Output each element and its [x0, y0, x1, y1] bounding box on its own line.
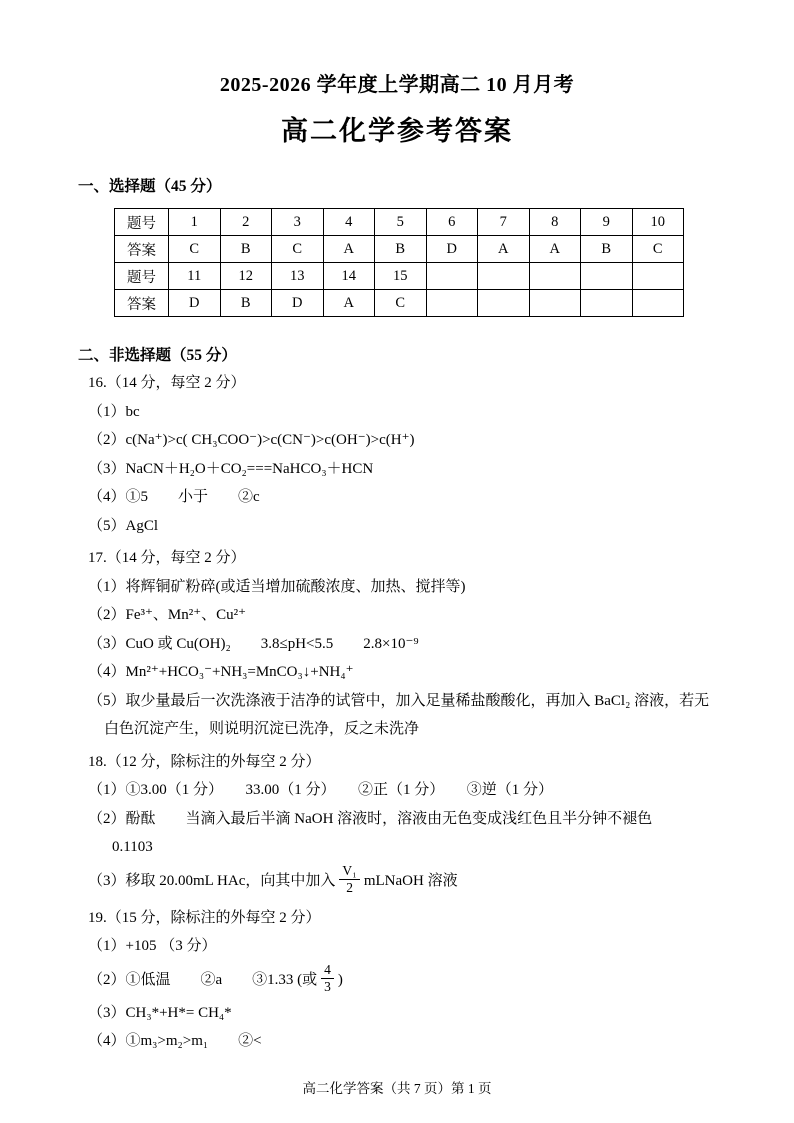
document-subtitle: 高二化学参考答案 — [281, 116, 513, 146]
table-cell: 9 — [581, 209, 633, 236]
answer-line-19-2 — [88, 961, 716, 999]
table-cell: 4 — [323, 209, 375, 236]
table-cell: 答案 — [115, 236, 169, 263]
question-19-heading: 19.（15 分，除标注的外每空 2 分） — [88, 909, 321, 926]
question-17-heading: 17.（14 分，每空 2 分） — [88, 550, 246, 566]
table-cell: B — [220, 236, 272, 263]
fraction-denominator: 2 — [346, 879, 353, 895]
table-cell: C — [169, 236, 221, 263]
answer-line-18-3 — [88, 862, 716, 900]
answer-line-17-5: （5）取少量最后一次洗涤液于洁净的试管中，加入足量稀盐酸酸化，再加入 BaCl₂ 溶液，若无白色沉淀产生，则说明沉淀已洗净，反之未洗净 — [88, 692, 710, 737]
table-cell — [581, 263, 633, 290]
free-response-section-heading: 二、非选择题（55 分） — [78, 347, 237, 364]
table-cell: 12 — [220, 263, 272, 290]
answer-text: ) — [337, 971, 343, 988]
answer-line-19-4: （4）①m₃>m₂>m₁ ②< — [88, 1033, 262, 1049]
question-18-block — [88, 748, 716, 900]
answer-line-19-3: （3）CH₃*+H*= CH₄* — [88, 1004, 232, 1021]
answer-text: （3）移取 20.00mL HAc，向其中加入 — [88, 872, 336, 889]
choice-section-heading: 一、选择题（45 分） — [78, 178, 222, 195]
answer-table — [114, 208, 684, 317]
table-cell: 13 — [272, 263, 324, 290]
answer-text: （2）①低温 ②a ③1.33 (或 — [88, 971, 318, 988]
table-cell: B — [220, 290, 272, 317]
table-row — [115, 236, 684, 263]
table-cell: A — [529, 236, 581, 263]
table-cell: B — [581, 236, 633, 263]
table-cell: A — [478, 236, 530, 263]
table-cell — [529, 263, 581, 290]
table-cell: 11 — [169, 263, 221, 290]
table-cell: B — [375, 236, 427, 263]
table-cell: 2 — [220, 209, 272, 236]
fraction-v1-over-2 — [339, 863, 359, 895]
answer-line-19-1: （1）+105 （3 分） — [88, 938, 217, 954]
table-cell: A — [323, 290, 375, 317]
fraction-denominator: 3 — [324, 978, 331, 994]
answer-line-16-4: （4）①5 小于 ②c — [88, 489, 260, 505]
table-row — [115, 263, 684, 290]
answer-line-17-4: （4）Mn²⁺+HCO₃⁻+NH₃=MnCO₃↓+NH₄⁺ — [88, 664, 354, 680]
table-cell: 10 — [632, 209, 684, 236]
table-row — [115, 290, 684, 317]
table-cell: D — [426, 236, 478, 263]
answer-line-18-2b: 0.1103 — [112, 839, 153, 855]
table-cell — [478, 290, 530, 317]
answer-line-18-2a: （2）酚酞 当滴入最后半滴 NaOH 溶液时，溶液由无色变成浅红色且半分钟不褪色 — [88, 810, 653, 827]
table-cell: D — [272, 290, 324, 317]
table-cell: 5 — [375, 209, 427, 236]
table-cell: 7 — [478, 209, 530, 236]
table-cell: 答案 — [115, 290, 169, 317]
table-cell: C — [632, 236, 684, 263]
table-cell: 15 — [375, 263, 427, 290]
table-row — [115, 209, 684, 236]
table-cell — [426, 290, 478, 317]
table-cell: 题号 — [115, 263, 169, 290]
answer-line-17-3: （3）CuO 或 Cu(OH)₂ 3.8≤pH<5.5 2.8×10⁻⁹ — [88, 635, 419, 652]
document-title: 2025-2026 学年度上学期高二 10 月月考 — [219, 74, 575, 96]
table-cell: A — [323, 236, 375, 263]
table-cell: 8 — [529, 209, 581, 236]
table-cell: 6 — [426, 209, 478, 236]
table-cell: 题号 — [115, 209, 169, 236]
fraction-numerator: V₁ — [339, 863, 359, 880]
answer-line-16-5: （5）AgCl — [88, 517, 159, 534]
question-16-heading: 16.（14 分，每空 2 分） — [88, 375, 246, 391]
table-cell — [632, 290, 684, 317]
answer-line-16-1: （1）bc — [88, 403, 140, 420]
answer-line-17-2: （2）Fe³⁺、Mn²⁺、Cu²⁺ — [88, 607, 247, 623]
question-16-block — [88, 369, 716, 540]
answer-line-17-1: （1）将辉铜矿粉碎(或适当增加硫酸浓度、加热、搅拌等) — [88, 578, 466, 595]
table-cell: D — [169, 290, 221, 317]
answer-line-18-1: （1）①3.00（1 分） 33.00（1 分） ②正（1 分） ③逆（1 分） — [88, 782, 554, 798]
table-cell — [529, 290, 581, 317]
table-cell: 3 — [272, 209, 324, 236]
fraction-4-over-3 — [321, 962, 334, 994]
fraction-numerator: 4 — [321, 962, 334, 979]
page-footer: 高二化学答案（共 7 页）第 1 页 — [302, 1081, 492, 1096]
table-cell: C — [272, 236, 324, 263]
question-19-block — [88, 904, 716, 1056]
table-cell — [426, 263, 478, 290]
answer-text: mLNaOH 溶液 — [363, 872, 458, 889]
answer-line-16-2: （2）c(Na⁺)>c( CH₃COO⁻)>c(CN⁻)>c(OH⁻)>c(H⁺) — [88, 432, 415, 448]
table-cell: 1 — [169, 209, 221, 236]
answer-line-16-3: （3）NaCN＋H₂O＋CO₂===NaHCO₃＋HCN — [88, 460, 374, 477]
table-cell: 14 — [323, 263, 375, 290]
table-cell — [478, 263, 530, 290]
table-cell — [632, 263, 684, 290]
question-18-heading: 18.（12 分，除标注的外每空 2 分） — [88, 753, 321, 770]
question-17-block — [88, 544, 716, 744]
table-cell — [581, 290, 633, 317]
table-cell: C — [375, 290, 427, 317]
